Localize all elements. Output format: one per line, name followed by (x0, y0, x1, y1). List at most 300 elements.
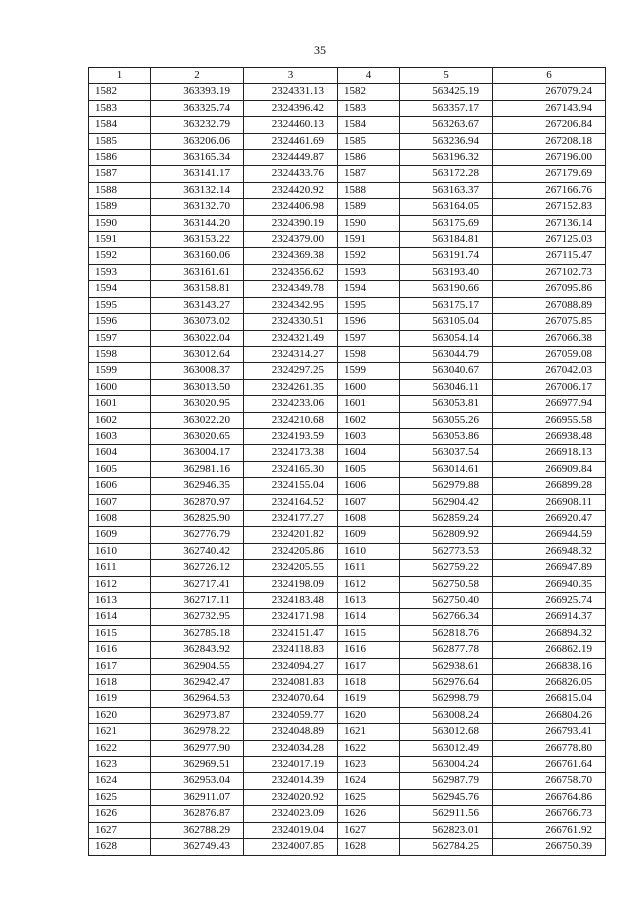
x-coordinate-cell: 362843.92 (151, 642, 244, 658)
point-number-cell: 1600 (338, 379, 400, 395)
y-coordinate-cell: 2324205.86 (244, 543, 338, 559)
point-number-cell: 1624 (338, 773, 400, 789)
point-number-cell: 1625 (89, 789, 151, 805)
y-coordinate-cell: 2324118.83 (244, 642, 338, 658)
y-coordinate-cell: 266899.28 (493, 478, 606, 494)
point-number-cell: 1594 (89, 281, 151, 297)
point-number-cell: 1619 (89, 691, 151, 707)
point-number-cell: 1607 (338, 494, 400, 510)
point-number-cell: 1589 (338, 199, 400, 215)
y-coordinate-cell: 266977.94 (493, 396, 606, 412)
point-number-cell: 1596 (338, 314, 400, 330)
x-coordinate-cell: 562979.88 (400, 478, 493, 494)
table-row (89, 527, 606, 543)
y-coordinate-cell: 2324034.28 (244, 740, 338, 756)
point-number-cell: 1583 (89, 100, 151, 116)
point-number-cell: 1612 (89, 576, 151, 592)
x-coordinate-cell: 562904.42 (400, 494, 493, 510)
y-coordinate-cell: 2324349.78 (244, 281, 338, 297)
table-row (89, 264, 606, 280)
x-coordinate-cell: 563055.26 (400, 412, 493, 428)
point-number-cell: 1620 (89, 707, 151, 723)
table-row (89, 150, 606, 166)
point-number-cell: 1613 (89, 593, 151, 609)
x-coordinate-cell: 362981.16 (151, 461, 244, 477)
y-coordinate-cell: 266938.48 (493, 428, 606, 444)
y-coordinate-cell: 2324059.77 (244, 707, 338, 723)
point-number-cell: 1587 (338, 166, 400, 182)
y-coordinate-cell: 267075.85 (493, 314, 606, 330)
table-row (89, 543, 606, 559)
table-row (89, 494, 606, 510)
point-number-cell: 1609 (338, 527, 400, 543)
point-number-cell: 1598 (338, 346, 400, 362)
x-coordinate-cell: 563190.66 (400, 281, 493, 297)
table-row (89, 133, 606, 149)
x-coordinate-cell: 363143.27 (151, 297, 244, 313)
x-coordinate-cell: 362876.87 (151, 806, 244, 822)
y-coordinate-cell: 266940.35 (493, 576, 606, 592)
point-number-cell: 1622 (338, 740, 400, 756)
point-number-cell: 1608 (338, 510, 400, 526)
header-row (89, 68, 606, 84)
y-coordinate-cell: 2324297.25 (244, 363, 338, 379)
x-coordinate-cell: 363008.37 (151, 363, 244, 379)
table-row (89, 822, 606, 838)
point-number-cell: 1606 (338, 478, 400, 494)
point-number-cell: 1589 (89, 199, 151, 215)
x-coordinate-cell: 563037.54 (400, 445, 493, 461)
y-coordinate-cell: 266750.39 (493, 839, 606, 855)
point-number-cell: 1593 (89, 264, 151, 280)
y-coordinate-cell: 267066.38 (493, 330, 606, 346)
point-number-cell: 1609 (89, 527, 151, 543)
point-number-cell: 1622 (89, 740, 151, 756)
point-number-cell: 1595 (89, 297, 151, 313)
point-number-cell: 1614 (338, 609, 400, 625)
y-coordinate-cell: 266838.16 (493, 658, 606, 674)
y-coordinate-cell: 2324449.87 (244, 150, 338, 166)
y-coordinate-cell: 267136.14 (493, 215, 606, 231)
x-coordinate-cell: 563175.69 (400, 215, 493, 231)
x-coordinate-cell: 363132.70 (151, 199, 244, 215)
point-number-cell: 1618 (338, 675, 400, 691)
point-number-cell: 1605 (89, 461, 151, 477)
point-number-cell: 1588 (89, 182, 151, 198)
point-number-cell: 1597 (89, 330, 151, 346)
x-coordinate-cell: 363141.17 (151, 166, 244, 182)
y-coordinate-cell: 2324020.92 (244, 789, 338, 805)
table-row (89, 281, 606, 297)
y-coordinate-cell: 266947.89 (493, 560, 606, 576)
x-coordinate-cell: 563263.67 (400, 117, 493, 133)
x-coordinate-cell: 563040.67 (400, 363, 493, 379)
x-coordinate-cell: 362904.55 (151, 658, 244, 674)
point-number-cell: 1588 (338, 182, 400, 198)
x-coordinate-cell: 562823.01 (400, 822, 493, 838)
y-coordinate-cell: 2324155.04 (244, 478, 338, 494)
x-coordinate-cell: 362870.97 (151, 494, 244, 510)
point-number-cell: 1595 (338, 297, 400, 313)
point-number-cell: 1586 (89, 150, 151, 166)
column-header-5: 5 (400, 68, 493, 84)
point-number-cell: 1591 (89, 232, 151, 248)
point-number-cell: 1587 (89, 166, 151, 182)
x-coordinate-cell: 362973.87 (151, 707, 244, 723)
y-coordinate-cell: 2324369.38 (244, 248, 338, 264)
point-number-cell: 1628 (89, 839, 151, 855)
x-coordinate-cell: 562911.56 (400, 806, 493, 822)
y-coordinate-cell: 2324007.85 (244, 839, 338, 855)
point-number-cell: 1623 (89, 757, 151, 773)
y-coordinate-cell: 266826.05 (493, 675, 606, 691)
x-coordinate-cell: 363165.34 (151, 150, 244, 166)
y-coordinate-cell: 2324379.00 (244, 232, 338, 248)
point-number-cell: 1604 (89, 445, 151, 461)
point-number-cell: 1621 (89, 724, 151, 740)
y-coordinate-cell: 266955.58 (493, 412, 606, 428)
x-coordinate-cell: 563164.05 (400, 199, 493, 215)
x-coordinate-cell: 562809.92 (400, 527, 493, 543)
point-number-cell: 1605 (338, 461, 400, 477)
table-row (89, 428, 606, 444)
x-coordinate-cell: 563175.17 (400, 297, 493, 313)
x-coordinate-cell: 362740.42 (151, 543, 244, 559)
x-coordinate-cell: 563053.86 (400, 428, 493, 444)
x-coordinate-cell: 363012.64 (151, 346, 244, 362)
y-coordinate-cell: 266761.92 (493, 822, 606, 838)
point-number-cell: 1617 (338, 658, 400, 674)
point-number-cell: 1592 (338, 248, 400, 264)
y-coordinate-cell: 2324321.49 (244, 330, 338, 346)
x-coordinate-cell: 563004.24 (400, 757, 493, 773)
point-number-cell: 1612 (338, 576, 400, 592)
point-number-cell: 1590 (89, 215, 151, 231)
y-coordinate-cell: 266920.47 (493, 510, 606, 526)
y-coordinate-cell: 267059.08 (493, 346, 606, 362)
point-number-cell: 1583 (338, 100, 400, 116)
point-number-cell: 1601 (89, 396, 151, 412)
table-row (89, 412, 606, 428)
x-coordinate-cell: 363158.81 (151, 281, 244, 297)
table-row (89, 806, 606, 822)
table-row (89, 609, 606, 625)
point-number-cell: 1599 (338, 363, 400, 379)
x-coordinate-cell: 362953.04 (151, 773, 244, 789)
table-row (89, 199, 606, 215)
x-coordinate-cell: 562859.24 (400, 510, 493, 526)
point-number-cell: 1617 (89, 658, 151, 674)
table-row (89, 117, 606, 133)
point-number-cell: 1604 (338, 445, 400, 461)
table-row (89, 740, 606, 756)
point-number-cell: 1619 (338, 691, 400, 707)
y-coordinate-cell: 267208.18 (493, 133, 606, 149)
y-coordinate-cell: 267206.84 (493, 117, 606, 133)
x-coordinate-cell: 363393.19 (151, 84, 244, 100)
x-coordinate-cell: 363232.79 (151, 117, 244, 133)
x-coordinate-cell: 362978.22 (151, 724, 244, 740)
x-coordinate-cell: 363073.02 (151, 314, 244, 330)
point-number-cell: 1628 (338, 839, 400, 855)
y-coordinate-cell: 2324173.38 (244, 445, 338, 461)
x-coordinate-cell: 562773.53 (400, 543, 493, 559)
x-coordinate-cell: 363013.50 (151, 379, 244, 395)
y-coordinate-cell: 266948.32 (493, 543, 606, 559)
column-header-2: 2 (151, 68, 244, 84)
table-row (89, 593, 606, 609)
x-coordinate-cell: 363020.65 (151, 428, 244, 444)
y-coordinate-cell: 2324261.35 (244, 379, 338, 395)
point-number-cell: 1621 (338, 724, 400, 740)
x-coordinate-cell: 362969.51 (151, 757, 244, 773)
y-coordinate-cell: 2324201.82 (244, 527, 338, 543)
table-body (89, 84, 606, 855)
x-coordinate-cell: 563053.81 (400, 396, 493, 412)
table-row (89, 773, 606, 789)
y-coordinate-cell: 2324390.19 (244, 215, 338, 231)
y-coordinate-cell: 2324461.69 (244, 133, 338, 149)
point-number-cell: 1626 (338, 806, 400, 822)
point-number-cell: 1608 (89, 510, 151, 526)
x-coordinate-cell: 362964.53 (151, 691, 244, 707)
point-number-cell: 1596 (89, 314, 151, 330)
point-number-cell: 1602 (89, 412, 151, 428)
y-coordinate-cell: 266918.13 (493, 445, 606, 461)
column-header-1: 1 (89, 68, 151, 84)
y-coordinate-cell: 266761.64 (493, 757, 606, 773)
x-coordinate-cell: 363160.06 (151, 248, 244, 264)
y-coordinate-cell: 266914.37 (493, 609, 606, 625)
y-coordinate-cell: 266925.74 (493, 593, 606, 609)
x-coordinate-cell: 562818.76 (400, 625, 493, 641)
y-coordinate-cell: 2324048.89 (244, 724, 338, 740)
point-number-cell: 1592 (89, 248, 151, 264)
x-coordinate-cell: 363153.22 (151, 232, 244, 248)
point-number-cell: 1598 (89, 346, 151, 362)
y-coordinate-cell: 267152.83 (493, 199, 606, 215)
x-coordinate-cell: 362776.79 (151, 527, 244, 543)
point-number-cell: 1584 (338, 117, 400, 133)
x-coordinate-cell: 563008.24 (400, 707, 493, 723)
y-coordinate-cell: 267143.94 (493, 100, 606, 116)
x-coordinate-cell: 563193.40 (400, 264, 493, 280)
point-number-cell: 1615 (338, 625, 400, 641)
x-coordinate-cell: 563172.28 (400, 166, 493, 182)
x-coordinate-cell: 362788.29 (151, 822, 244, 838)
point-number-cell: 1614 (89, 609, 151, 625)
point-number-cell: 1620 (338, 707, 400, 723)
x-coordinate-cell: 362749.43 (151, 839, 244, 855)
y-coordinate-cell: 2324356.62 (244, 264, 338, 280)
point-number-cell: 1585 (338, 133, 400, 149)
y-coordinate-cell: 2324460.13 (244, 117, 338, 133)
point-number-cell: 1591 (338, 232, 400, 248)
y-coordinate-cell: 2324210.68 (244, 412, 338, 428)
point-number-cell: 1601 (338, 396, 400, 412)
point-number-cell: 1627 (338, 822, 400, 838)
x-coordinate-cell: 562784.25 (400, 839, 493, 855)
table-row (89, 757, 606, 773)
x-coordinate-cell: 563425.19 (400, 84, 493, 100)
y-coordinate-cell: 266793.41 (493, 724, 606, 740)
table-row (89, 297, 606, 313)
table-row (89, 642, 606, 658)
table-row (89, 658, 606, 674)
x-coordinate-cell: 562750.58 (400, 576, 493, 592)
y-coordinate-cell: 2324171.98 (244, 609, 338, 625)
coordinates-table (88, 67, 606, 856)
x-coordinate-cell: 362911.07 (151, 789, 244, 805)
x-coordinate-cell: 562759.22 (400, 560, 493, 576)
table-row (89, 839, 606, 855)
x-coordinate-cell: 563196.32 (400, 150, 493, 166)
x-coordinate-cell: 562998.79 (400, 691, 493, 707)
table-row (89, 215, 606, 231)
y-coordinate-cell: 266766.73 (493, 806, 606, 822)
point-number-cell: 1626 (89, 806, 151, 822)
y-coordinate-cell: 266909.84 (493, 461, 606, 477)
point-number-cell: 1627 (89, 822, 151, 838)
x-coordinate-cell: 362977.90 (151, 740, 244, 756)
table-row (89, 576, 606, 592)
table-row (89, 100, 606, 116)
x-coordinate-cell: 562877.78 (400, 642, 493, 658)
point-number-cell: 1613 (338, 593, 400, 609)
table-row (89, 379, 606, 395)
y-coordinate-cell: 266804.26 (493, 707, 606, 723)
x-coordinate-cell: 563044.79 (400, 346, 493, 362)
y-coordinate-cell: 2324014.39 (244, 773, 338, 789)
y-coordinate-cell: 266815.04 (493, 691, 606, 707)
x-coordinate-cell: 363206.06 (151, 133, 244, 149)
point-number-cell: 1606 (89, 478, 151, 494)
table-row (89, 478, 606, 494)
x-coordinate-cell: 563046.11 (400, 379, 493, 395)
point-number-cell: 1594 (338, 281, 400, 297)
y-coordinate-cell: 2324314.27 (244, 346, 338, 362)
x-coordinate-cell: 562938.61 (400, 658, 493, 674)
column-header-3: 3 (244, 68, 338, 84)
y-coordinate-cell: 266764.86 (493, 789, 606, 805)
point-number-cell: 1611 (89, 560, 151, 576)
point-number-cell: 1603 (89, 428, 151, 444)
y-coordinate-cell: 267079.24 (493, 84, 606, 100)
y-coordinate-cell: 2324183.48 (244, 593, 338, 609)
y-coordinate-cell: 2324177.27 (244, 510, 338, 526)
y-coordinate-cell: 267115.47 (493, 248, 606, 264)
x-coordinate-cell: 363325.74 (151, 100, 244, 116)
y-coordinate-cell: 2324017.19 (244, 757, 338, 773)
y-coordinate-cell: 266758.70 (493, 773, 606, 789)
y-coordinate-cell: 2324342.95 (244, 297, 338, 313)
x-coordinate-cell: 362942.47 (151, 675, 244, 691)
table-row (89, 691, 606, 707)
x-coordinate-cell: 362726.12 (151, 560, 244, 576)
y-coordinate-cell: 2324193.59 (244, 428, 338, 444)
point-number-cell: 1610 (89, 543, 151, 559)
table-row (89, 330, 606, 346)
x-coordinate-cell: 563357.17 (400, 100, 493, 116)
table-row (89, 314, 606, 330)
point-number-cell: 1616 (338, 642, 400, 658)
y-coordinate-cell: 2324205.55 (244, 560, 338, 576)
x-coordinate-cell: 563054.14 (400, 330, 493, 346)
y-coordinate-cell: 2324164.52 (244, 494, 338, 510)
point-number-cell: 1582 (89, 84, 151, 100)
table-row (89, 789, 606, 805)
x-coordinate-cell: 363020.95 (151, 396, 244, 412)
point-number-cell: 1618 (89, 675, 151, 691)
point-number-cell: 1602 (338, 412, 400, 428)
x-coordinate-cell: 563163.37 (400, 182, 493, 198)
y-coordinate-cell: 2324165.30 (244, 461, 338, 477)
y-coordinate-cell: 2324198.09 (244, 576, 338, 592)
y-coordinate-cell: 2324233.06 (244, 396, 338, 412)
table-row (89, 724, 606, 740)
x-coordinate-cell: 563105.04 (400, 314, 493, 330)
page-number: 35 (314, 43, 326, 57)
table-row (89, 182, 606, 198)
table-row (89, 707, 606, 723)
x-coordinate-cell: 363004.17 (151, 445, 244, 461)
table-row (89, 445, 606, 461)
point-number-cell: 1590 (338, 215, 400, 231)
column-header-6: 6 (493, 68, 606, 84)
table-row (89, 84, 606, 100)
x-coordinate-cell: 562945.76 (400, 789, 493, 805)
y-coordinate-cell: 2324081.83 (244, 675, 338, 691)
point-number-cell: 1623 (338, 757, 400, 773)
x-coordinate-cell: 363161.61 (151, 264, 244, 280)
y-coordinate-cell: 267102.73 (493, 264, 606, 280)
y-coordinate-cell: 266944.59 (493, 527, 606, 543)
point-number-cell: 1597 (338, 330, 400, 346)
point-number-cell: 1615 (89, 625, 151, 641)
x-coordinate-cell: 362717.11 (151, 593, 244, 609)
y-coordinate-cell: 267196.00 (493, 150, 606, 166)
point-number-cell: 1624 (89, 773, 151, 789)
table-header (89, 68, 606, 84)
x-coordinate-cell: 562976.64 (400, 675, 493, 691)
table-row (89, 396, 606, 412)
y-coordinate-cell: 267095.86 (493, 281, 606, 297)
table-row (89, 346, 606, 362)
x-coordinate-cell: 362717.41 (151, 576, 244, 592)
table-row (89, 232, 606, 248)
y-coordinate-cell: 267166.76 (493, 182, 606, 198)
x-coordinate-cell: 363144.20 (151, 215, 244, 231)
y-coordinate-cell: 2324396.42 (244, 100, 338, 116)
point-number-cell: 1607 (89, 494, 151, 510)
x-coordinate-cell: 563012.49 (400, 740, 493, 756)
table-row (89, 510, 606, 526)
y-coordinate-cell: 267125.03 (493, 232, 606, 248)
y-coordinate-cell: 266778.80 (493, 740, 606, 756)
y-coordinate-cell: 2324406.98 (244, 199, 338, 215)
point-number-cell: 1599 (89, 363, 151, 379)
point-number-cell: 1616 (89, 642, 151, 658)
point-number-cell: 1585 (89, 133, 151, 149)
x-coordinate-cell: 363022.20 (151, 412, 244, 428)
table-row (89, 625, 606, 641)
x-coordinate-cell: 563191.74 (400, 248, 493, 264)
table-row (89, 560, 606, 576)
y-coordinate-cell: 2324433.76 (244, 166, 338, 182)
x-coordinate-cell: 362732.95 (151, 609, 244, 625)
table-row (89, 248, 606, 264)
point-number-cell: 1611 (338, 560, 400, 576)
